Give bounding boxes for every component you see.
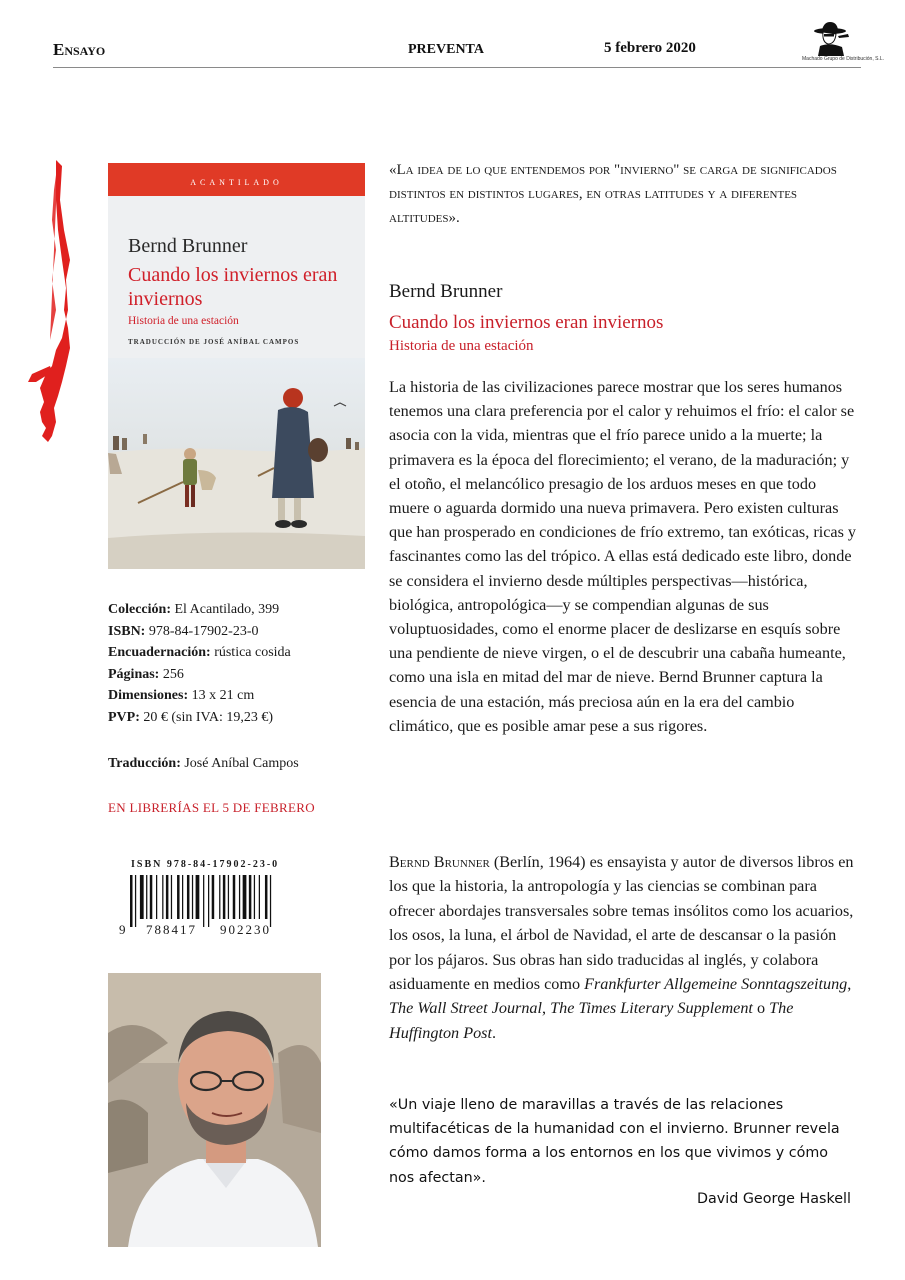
review-author: David George Haskell: [697, 1191, 851, 1207]
bio-author-name: Bernd Brunner: [389, 853, 490, 871]
header-rule: [53, 67, 861, 68]
media-2: The Wall Street Journal: [389, 999, 543, 1018]
media-4: The Huffington Post: [389, 999, 794, 1042]
detail-dimensiones: Dimensiones: 13 x 21 cm: [108, 688, 255, 703]
presale-label: PREVENTA: [408, 42, 484, 57]
book-details: [108, 599, 291, 728]
hat-figure-icon: [808, 20, 864, 58]
book-author: Bernd Brunner: [389, 281, 503, 302]
barcode-group-right: 902230: [220, 922, 271, 937]
book-subtitle: Historia de una estación: [389, 338, 534, 354]
detail-isbn: ISBN: 978-84-17902-23-0: [108, 623, 259, 639]
detail-pvp: PVP: 20 € (sin IVA: 19,23 €): [108, 709, 274, 725]
cover-publisher: ACANTILADO: [190, 178, 283, 187]
logo-caption: Machado Grupo de Distribución, S.L.: [802, 56, 884, 62]
barcode-group-left: 788417: [146, 922, 197, 937]
detail-coleccion: Colección: El Acantilado, 399: [108, 602, 280, 617]
detail-traduccion: Traducción: José Aníbal Campos: [108, 756, 299, 771]
synopsis: La historia de las civilizaciones parece mostrar que los seres humanos tenemos una clara preferencia por el calor y rehuimos el frío: el calor se asocia con la vida, mientras que el frío parece unido a la muerte; la primavera es la época del florecimiento; el verano, de la maduración; y el otoño, el melancólico presagio de los arduos meses en que todo muere o aguarda dormido una nueva primavera. Pero existen culturas que han prosperado en condiciones de frío extremo, tan exóticas, ricas y fascinantes como las del trópico. A ellas está dedicado este libro, donde se considera el invierno desde múltiples perspectivas—histórica, biológica, antropológica—y se compendian algunas de sus voluptuosidades, como el enorme placer de deslizarse en esquís sobre una pendiente de nieve virgen, o el de descubrir una cabaña humeante, como una isla en mitad del mar de nieve. Bernd Brunner captura la esencia de una estación, más preciosa aún en la era del cambio climático, que es posible amar pese a sus rigores.: [389, 378, 857, 735]
distributor-logo: [802, 20, 884, 66]
lead-quote: «La idea de lo que entendemos por "invierno" se carga de significados distintos en distintos lugares, en otras latitudes y a diferentes altitudes».: [389, 162, 837, 226]
review-quote: «Un viaje lleno de maravillas a través de las relaciones multifacéticas de la humanidad con el invierno. Brunner revela cómo damos forma a los entornos en los que vivimos y cómo nos afectan».: [389, 1097, 840, 1186]
release-date: 5 febrero 2020: [604, 40, 696, 56]
winter-painting-illustration: [108, 358, 365, 569]
cover-title: Cuando los inviernos eran inviernos: [128, 264, 338, 310]
media-3: The Times Literary Supplement: [550, 999, 753, 1018]
author-bio: Bernd Brunner (Berlín, 1964) es ensayista y autor de diversos libros en los que la historia, la antropología y las ciencias se combinan para ofrecer abordajes transversales sobre temas insólitos como los acuarios, los osos, la luna, el árbol de Navidad, el arte de descansar o la pasión por los pájaros. Sus obras han sido traducidas al inglés, y colabora asiduamente en medios como Frankfurter Allgemeine Sonntagszeitung, The Wall Street Journal, The Times Literary Supplement o The Huffington Post.: [389, 853, 854, 1042]
detail-paginas: Páginas: 256: [108, 666, 184, 682]
detail-encuadernacion: Encuadernación: rústica cosida: [108, 645, 291, 660]
barcode-digit-first: 9: [119, 922, 126, 937]
cover-author: Bernd Brunner: [128, 235, 248, 257]
section-label: Ensayo: [53, 40, 106, 59]
barcode-isbn-label: ISBN 978-84-17902-23-0: [131, 859, 280, 870]
release-notice: EN LIBRERÍAS EL 5 DE FEBRERO: [108, 800, 315, 815]
author-photo: [108, 973, 321, 1247]
media-1: Frankfurter Allgemeine Sonntagszeitung: [584, 975, 848, 994]
book-cover: [108, 163, 365, 569]
cover-subtitle: Historia de una estación: [128, 315, 239, 327]
book-title: Cuando los inviernos eran inviernos: [389, 312, 664, 333]
diver-silhouette-icon: [26, 160, 76, 450]
barcode-icon: [118, 875, 298, 930]
cover-translator: TRADUCCIÓN DE JOSÉ ANÍBAL CAMPOS: [128, 338, 300, 346]
